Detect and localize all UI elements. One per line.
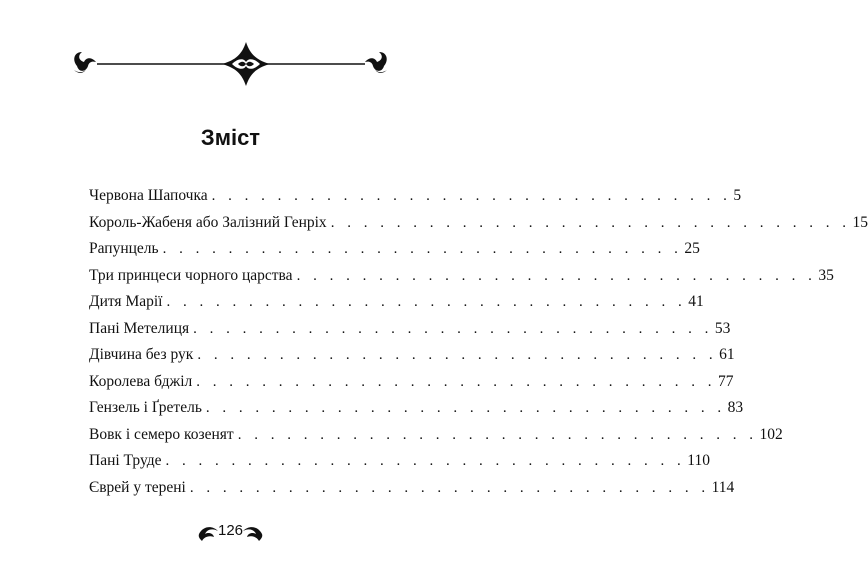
toc-entry-title: Гензель і Ґретель <box>89 399 202 416</box>
toc-leader-dots: . . . . . . . . . . . . . . . . . . . . . . . . . . . . . . . . <box>162 241 683 257</box>
toc-entry-title: Пані Труде <box>89 452 162 469</box>
toc-entry-page: 53 <box>714 319 731 337</box>
toc-entry <box>89 399 744 426</box>
toc-entry-title: Дівчина без рук <box>89 346 194 363</box>
flourish-left-icon <box>74 52 96 73</box>
toc-entry-page: 25 <box>684 240 700 257</box>
toc-entry-title: Королева бджіл <box>89 372 193 390</box>
toc-entry-title: Рапунцель <box>89 240 159 257</box>
diamond-ornament-icon <box>222 42 270 86</box>
toc-leader-dots: . . . . . . . . . . . . . . . . . . . . . . . . . . . . . . . . <box>330 214 851 231</box>
toc-leader-dots: . . . . . . . . . . . . . . . . . . . . . . . . . . . . . . . . <box>165 453 686 469</box>
toc-leader-dots: . . . . . . . . . . . . . . . . . . . . . . . . . . . . . . . . <box>193 320 713 337</box>
page-footer <box>0 514 461 548</box>
toc-entry <box>89 452 710 479</box>
toc-entry-title: Вовк і семеро козенят <box>89 425 234 443</box>
toc-entry-title: Три принцеси чорного царства <box>89 266 293 284</box>
toc-entry-page: 77 <box>717 372 734 390</box>
toc-entry-title: Червона Шапочка <box>89 187 208 204</box>
toc-leader-dots: . . . . . . . . . . . . . . . . . . . . . . . . . . . . . . . . <box>166 294 687 310</box>
toc-entry <box>89 293 704 320</box>
page-number: 126 <box>217 522 244 539</box>
toc-entry-page: 5 <box>733 187 742 204</box>
toc-leader-dots: . . . . . . . . . . . . . . . . . . . . . . . . . . . . . . . . <box>296 267 817 284</box>
flourish-right-icon <box>365 52 387 73</box>
page-title: Зміст <box>200 125 261 150</box>
toc-entry-page: 102 <box>759 425 783 443</box>
toc-entry-page: 83 <box>727 399 744 416</box>
toc-leader-dots: . . . . . . . . . . . . . . . . . . . . . . . . . . . . . . . . <box>189 479 710 496</box>
toc-entry-title: Король-Жабеня або Залізний Генріх <box>89 213 327 231</box>
toc-leader-dots: . . . . . . . . . . . . . . . . . . . . . . . . . . . . . . . . <box>196 373 716 390</box>
toc-entry-page: 61 <box>719 346 735 363</box>
toc-entry <box>89 425 783 453</box>
toc-entry-page: 114 <box>711 478 735 496</box>
toc-entry <box>89 319 731 347</box>
toc-entry-page: 15 <box>852 213 868 231</box>
toc-entry-title: Дитя Марії <box>89 293 163 310</box>
toc-entry <box>89 346 735 373</box>
toc-leader-dots: . . . . . . . . . . . . . . . . . . . . . . . . . . . . . . . . <box>211 188 732 204</box>
toc-leader-dots: . . . . . . . . . . . . . . . . . . . . . . . . . . . . . . . . <box>237 426 758 443</box>
toc-entry <box>89 372 734 400</box>
toc-entry <box>89 240 700 267</box>
toc-entry-page: 110 <box>687 452 710 469</box>
toc-entry <box>89 213 868 241</box>
toc-leader-dots: . . . . . . . . . . . . . . . . . . . . . . . . . . . . . . . . <box>197 347 718 363</box>
header-ornament <box>0 40 461 90</box>
toc-entry <box>89 266 834 294</box>
toc-entry-page: 35 <box>818 266 834 284</box>
toc-entry-page: 41 <box>688 293 704 310</box>
toc-entry <box>89 187 742 214</box>
toc-entry-title: Пані Метелиця <box>89 319 190 337</box>
toc-entry-title: Єврей у терені <box>89 478 186 496</box>
toc-entry <box>89 478 735 506</box>
toc-leader-dots: . . . . . . . . . . . . . . . . . . . . . . . . . . . . . . . . <box>205 400 726 416</box>
table-of-contents <box>89 187 868 505</box>
